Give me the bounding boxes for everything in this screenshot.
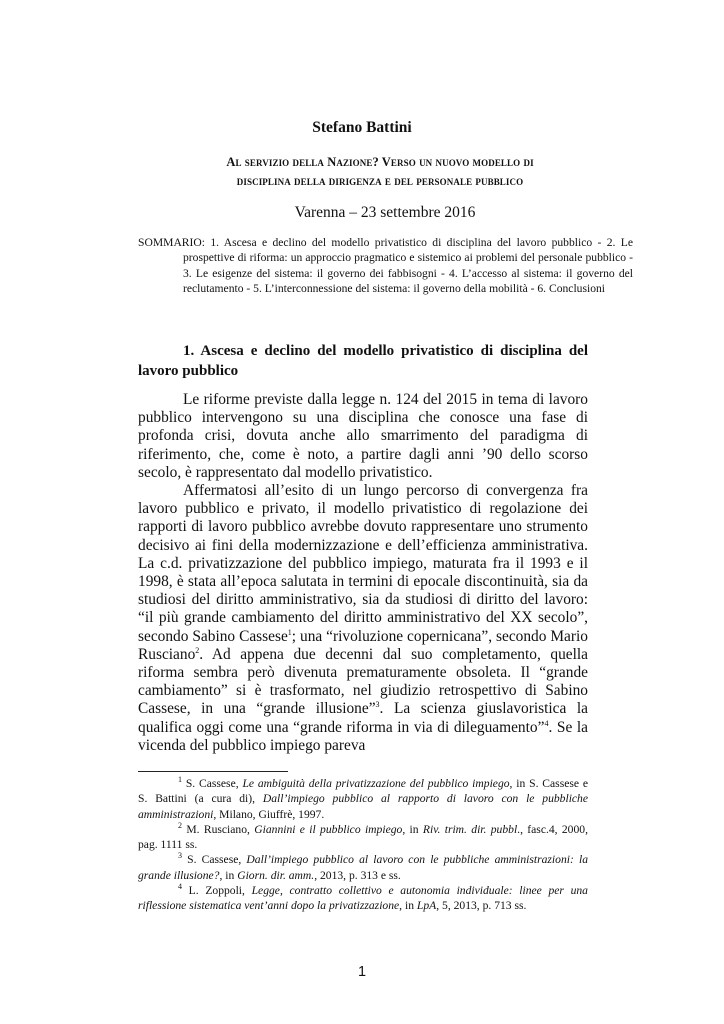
footnote-text: M. Rusciano, <box>182 822 255 836</box>
paragraph-1: Le riforme previste dalla legge n. 124 del 2015 in tema di lavoro pubblico intervengono su una disciplina che conosce una fase di profonda crisi, dovuta anche allo smarrimento del paradigma di riferimento, che, come è noto, a partire dagli anni ’90 dello scorso secolo, è rappresentato dal modello privatistico. <box>138 391 588 481</box>
footnote-text: , in <box>219 868 238 882</box>
footnote-4 <box>138 883 588 914</box>
footnote-text: , Milano, Giuffrè, 1997. <box>213 807 325 821</box>
footnote-1 <box>138 776 588 822</box>
footnote-number: 3 <box>178 851 182 861</box>
footnote-text: , 5, 2013, p. 713 ss. <box>436 899 527 913</box>
paragraph-2-text: . La scienza giuslavoristica la qualifica oggi come una “grande riforma in via di dileguamento” <box>138 700 588 736</box>
footnote-title: Giannini e il pubblico impiego <box>254 822 403 836</box>
footnote-number: 2 <box>178 821 182 831</box>
footnote-source: Riv. trim. dir. pubbl <box>422 822 518 836</box>
footnote-source: LpA <box>416 899 437 913</box>
footnote-ref-1[interactable]: 1 <box>287 627 292 637</box>
footnote-ref-4[interactable]: 4 <box>544 718 549 728</box>
footnote-ref-3[interactable]: 3 <box>375 700 380 710</box>
footnote-text: , 2013, p. 313 e ss. <box>314 868 401 882</box>
paragraph-2-text: . Se la vicenda del pubblico impiego pareva <box>138 718 589 754</box>
footnote-title: Legge, contratto collettivo e autonomia individuale: linee per una riflessione sistematica vent’anni dopo la privatizzazione <box>138 884 588 913</box>
title-line-2: disciplina della dirigenza e del personale pubblico <box>236 174 524 188</box>
footnote-text: S. Cassese, <box>182 777 243 790</box>
body-text <box>138 391 588 755</box>
footnote-title: Le ambiguità della privatizzazione del pubblico impiego <box>242 777 510 790</box>
author-name: Stefano Battini <box>312 119 412 136</box>
paragraph-2-text: ; una “rivoluzione copernicana”, secondo Mario Rusciano <box>138 627 588 663</box>
footnote-title: Dall’impiego pubblico al lavoro con le pubbliche amministrazioni: la grande illusione? <box>138 853 588 882</box>
summary-abstract: SOMMARIO: 1. Ascesa e declino del modello privatistico di disciplina del lavoro pubblico - 2. Le prospettive di riforma: un approccio pragmatico e sistemico ai problemi del personale pubblico - 3. Le esigenze del sistema: il governo dei fabbisogni - 4. L’accesso al sistema: il governo del reclutamento - 5. L’interconnessione del sistema: il governo della mobilità - 6. Conclusioni <box>138 236 633 295</box>
footnote-ref-2[interactable]: 2 <box>195 645 200 655</box>
footnote-text: S. Cassese, <box>182 853 247 867</box>
paragraph-2 <box>138 482 588 755</box>
footnote-source: Dall’impiego pubblico al rapporto di lavoro con le pubbliche amministrazioni <box>138 792 588 821</box>
paragraph-2-text: Affermatosi all’esito di un lungo percorso di convergenza fra lavoro pubblico e privato, il modello privatistico di regolazione dei rapporti di lavoro pubblico avrebbe dovuto rappresentare uno strumento decisivo ai fini della modernizzazione e dell’efficienza amministrativa. La c.d. privatizzazione del pubblico impiego, maturata fra il 1993 e il 1998, è stata all’epoca salutata in termini di epocale discontinuità, sia da studiosi del diritto amministrativo, sia da studiosi di diritto del lavoro: “il più grande cambiamento del diritto amministrativo del XX secolo”, secondo Sabino Cassese <box>138 482 588 645</box>
paper-title <box>150 153 610 191</box>
footnote-text: L. Zoppoli, <box>182 884 252 898</box>
footnote-number: 4 <box>178 882 182 892</box>
place-date: Varenna – 23 settembre 2016 <box>294 204 476 221</box>
footnote-divider <box>138 771 288 772</box>
footnote-3 <box>138 852 588 883</box>
footnotes <box>138 776 588 914</box>
footnote-text: , in <box>399 899 417 913</box>
footnote-text: , in <box>402 822 423 836</box>
footnote-source: Giorn. dir. amm. <box>237 868 315 882</box>
title-line-1: Al servizio della Nazione? Verso un nuovo modello di <box>226 155 534 169</box>
footnote-text: ., fasc.4, 2000, pag. 1111 ss. <box>138 822 588 852</box>
footnote-number: 1 <box>178 775 182 785</box>
footnote-text: , in S. Cassese e S. Battini (a cura di), <box>138 777 588 806</box>
page-number: 1 <box>357 964 367 980</box>
footnote-2 <box>138 822 588 853</box>
section-heading: 1. Ascesa e declino del modello privatistico di disciplina del lavoro pubblico <box>138 343 588 379</box>
paragraph-2-text: . Ad appena due decenni dal suo completamento, quella riforma sembra però divenuta prematuramente obsoleta. Il “grande cambiamento” si è trasformato, nel giudizio retrospettivo di Sabino Cassese, in una “grande illusione” <box>138 645 588 718</box>
